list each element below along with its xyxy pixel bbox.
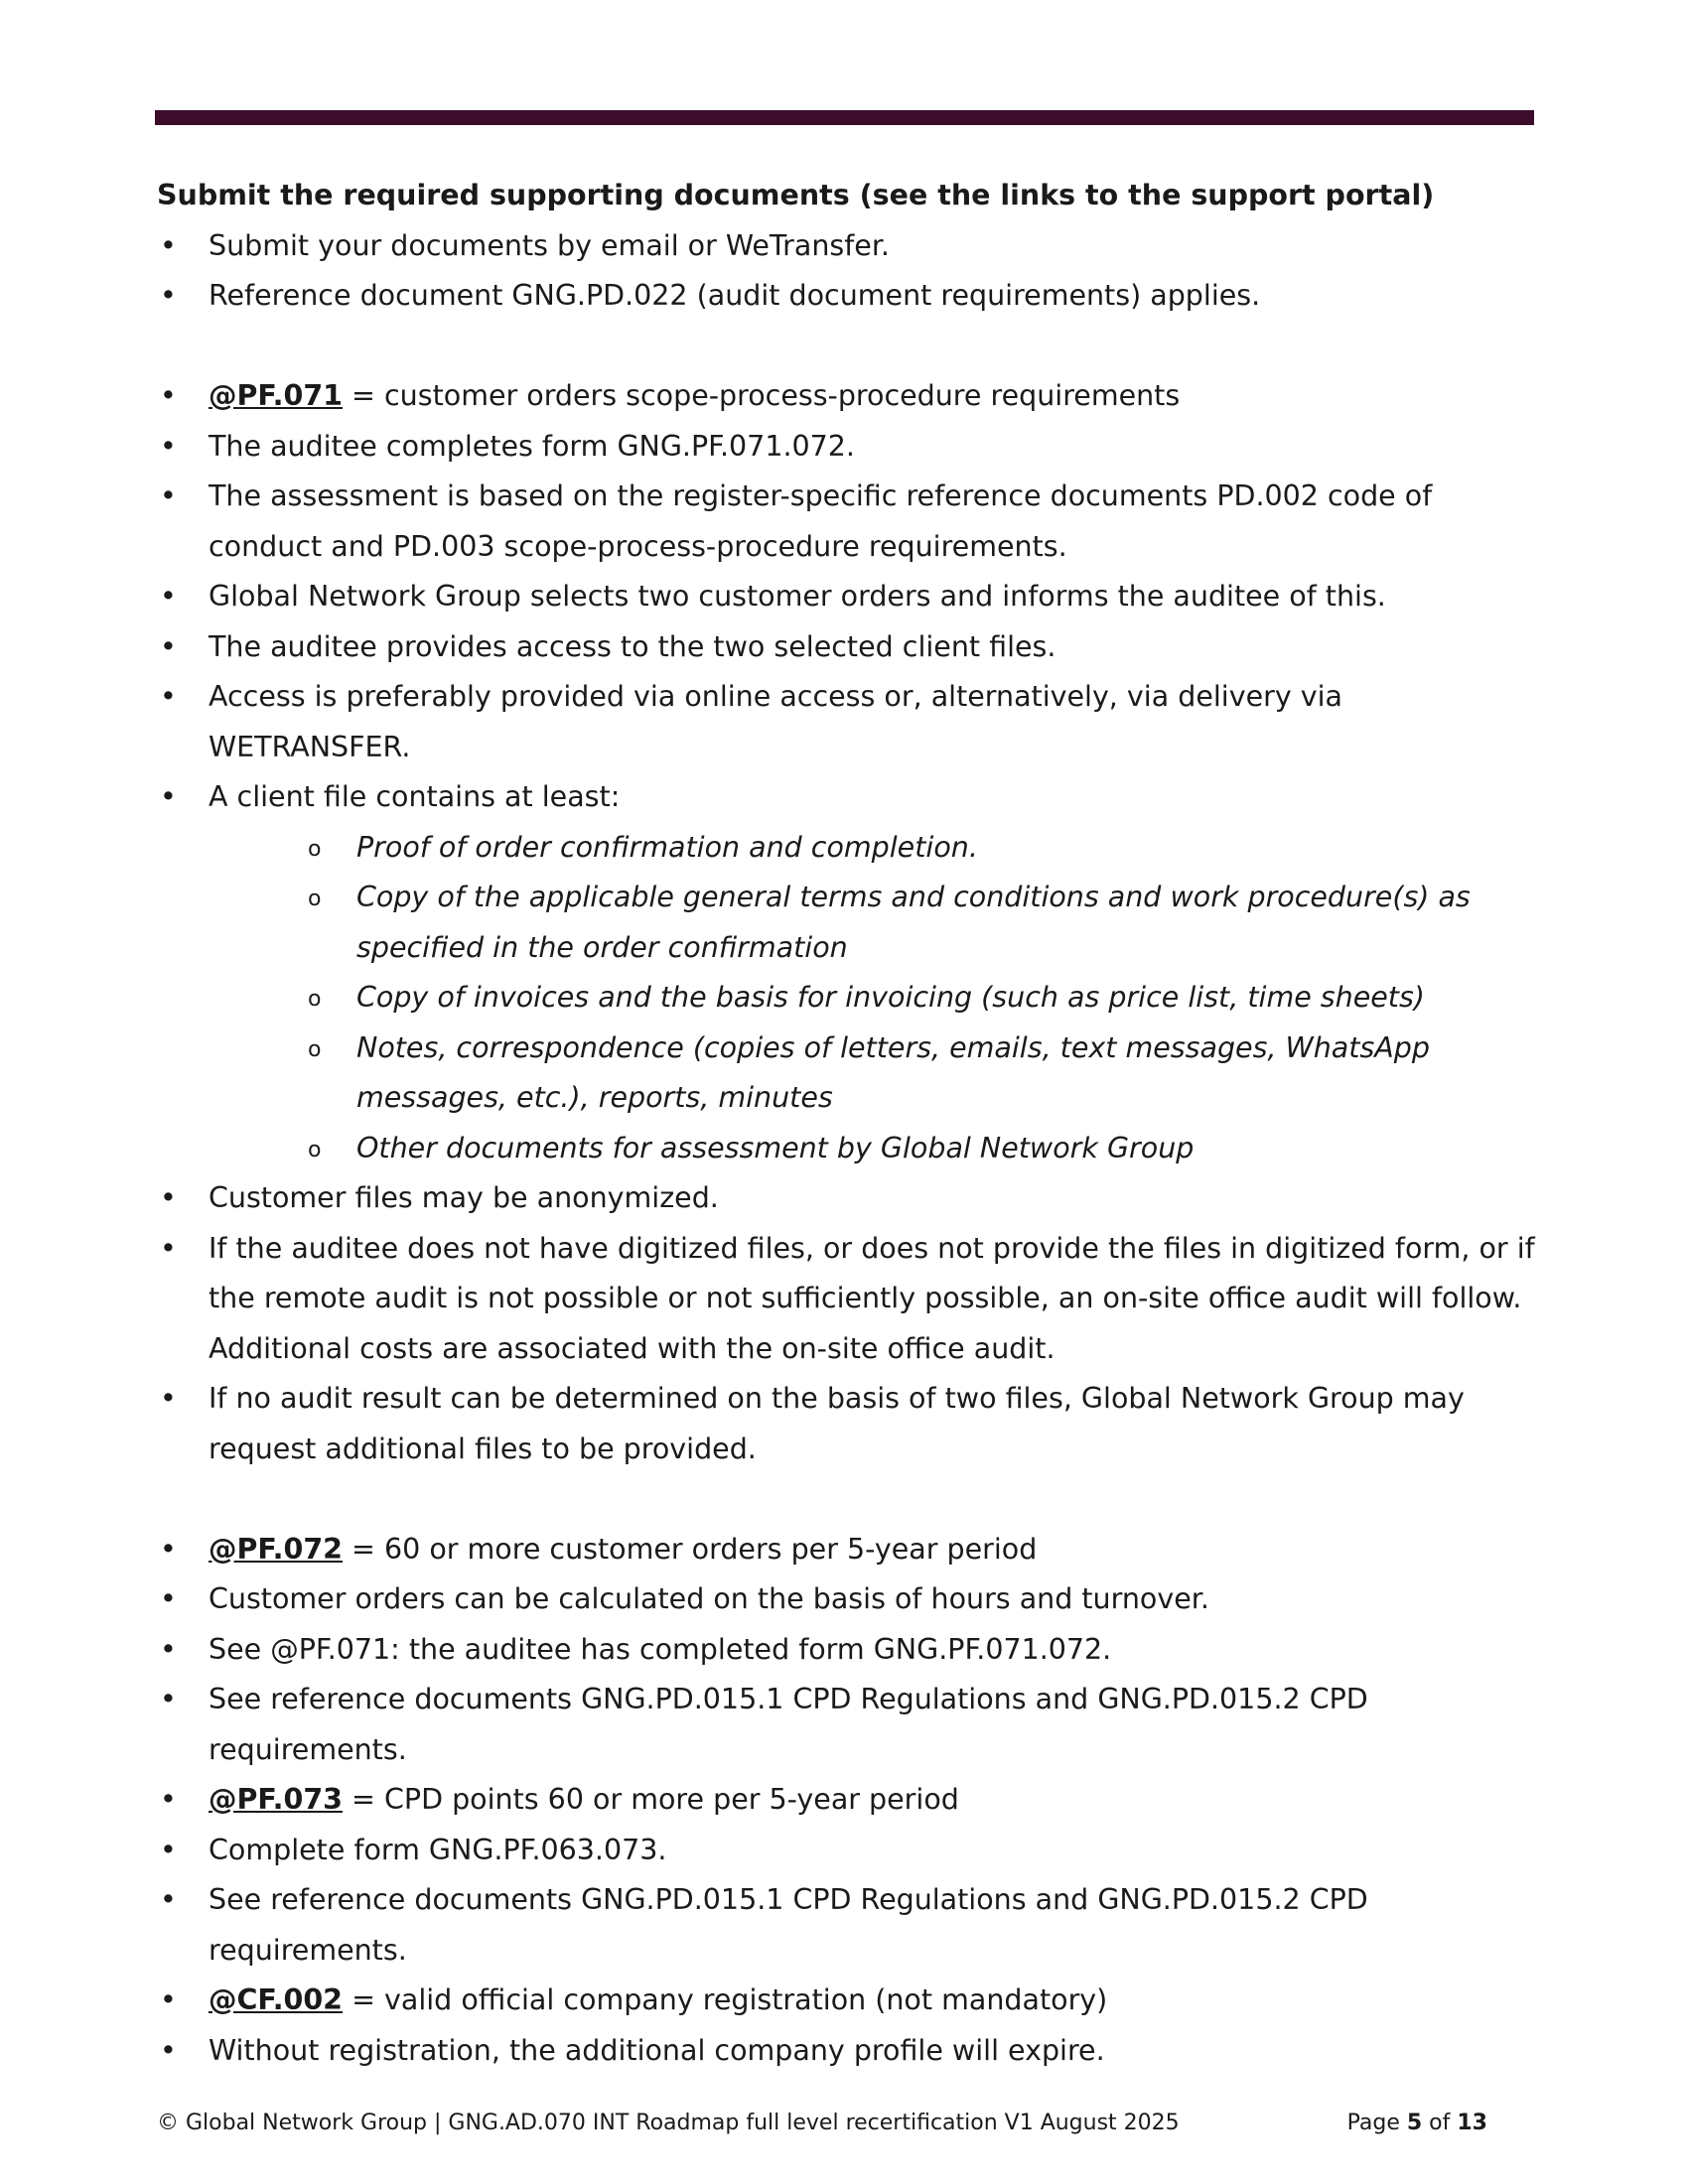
sub-list-item: o Notes, correspondence (copies of letters, emails, text messages, WhatsApp messages, etc.), reports, minutes <box>157 1024 1537 1124</box>
spacer <box>157 322 1537 372</box>
pf073-item <box>157 1775 1537 1826</box>
list-item: • Access is preferably provided via online access or, alternatively, via delivery via WETRANSFER. <box>157 672 1537 772</box>
pf071-description: = customer orders scope-process-procedure requirements <box>343 379 1181 412</box>
cf002-description: = valid official company registration (not mandatory) <box>343 1983 1108 2016</box>
cf002-item <box>157 1976 1537 2026</box>
list-item: • See reference documents GNG.PD.015.1 CPD Regulations and GNG.PD.015.2 CPD requirements. <box>157 1675 1537 1775</box>
page-total: 13 <box>1457 2111 1487 2135</box>
pf073-link[interactable]: @PF.073 <box>209 1783 343 1816</box>
list-item: • The auditee provides access to the two selected client files. <box>157 622 1537 673</box>
page-current: 5 <box>1406 2111 1423 2135</box>
page-footer <box>157 2109 1487 2138</box>
pf072-link[interactable]: @PF.072 <box>209 1532 343 1566</box>
sub-list-item: o Other documents for assessment by Global Network Group <box>157 1124 1537 1174</box>
pf072-description: = 60 or more customer orders per 5-year period <box>343 1532 1038 1566</box>
cf002-link[interactable]: @CF.002 <box>209 1983 344 2016</box>
list-item: • The auditee completes form GNG.PF.071.072. <box>157 422 1537 473</box>
header-rule <box>155 110 1534 125</box>
list-item: • The assessment is based on the register-specific reference documents PD.002 code of conduct and PD.003 scope-process-procedure requirements. <box>157 472 1537 572</box>
list-item: • Customer orders can be calculated on the basis of hours and turnover. <box>157 1574 1537 1625</box>
list-item: • See @PF.071: the auditee has completed form GNG.PF.071.072. <box>157 1625 1537 1676</box>
pf073-description: = CPD points 60 or more per 5-year period <box>343 1783 959 1816</box>
spacer <box>157 1474 1537 1525</box>
sub-list-item: o Copy of invoices and the basis for invoicing (such as price list, time sheets) <box>157 973 1537 1024</box>
pf071-link[interactable]: @PF.071 <box>209 379 343 412</box>
list-item: • Complete form GNG.PF.063.073. <box>157 1826 1537 1876</box>
list-item: • If the auditee does not have digitized files, or does not provide the files in digitized form, or if the remote audit is not possible or not sufficiently possible, an on-site office audit will follow. Additional costs are associated with the on-site office audit. <box>157 1224 1537 1375</box>
list-item: • If no audit result can be determined on the basis of two files, Global Network Group may request additional files to be provided. <box>157 1374 1537 1474</box>
list-item: • Submit your documents by email or WeTransfer. <box>157 221 1537 272</box>
pf071-item <box>157 371 1537 422</box>
list-item: • Without registration, the additional company profile will expire. <box>157 2026 1537 2077</box>
document-body <box>157 171 1537 2076</box>
pf072-item <box>157 1525 1537 1575</box>
page-number <box>1347 2109 1487 2138</box>
sub-list-item: o Copy of the applicable general terms and conditions and work procedure(s) as specified in the order confirmation <box>157 873 1537 973</box>
document-list <box>157 221 1537 2077</box>
section-heading: Submit the required supporting documents (see the links to the support portal) <box>157 179 1435 211</box>
page-label: Page <box>1346 2111 1407 2135</box>
list-item: • Reference document GNG.PD.022 (audit document requirements) applies. <box>157 271 1537 322</box>
list-item: • Customer files may be anonymized. <box>157 1173 1537 1224</box>
sub-list-item: o Proof of order confirmation and completion. <box>157 823 1537 874</box>
list-item: • A client file contains at least: <box>157 772 1537 823</box>
page-of: of <box>1422 2111 1458 2135</box>
list-item: • See reference documents GNG.PD.015.1 CPD Regulations and GNG.PD.015.2 CPD requirements. <box>157 1875 1537 1976</box>
list-item: • Global Network Group selects two customer orders and informs the auditee of this. <box>157 572 1537 622</box>
footer-copyright: © Global Network Group | GNG.AD.070 INT Roadmap full level recertification V1 August 2025 <box>157 2111 1180 2135</box>
